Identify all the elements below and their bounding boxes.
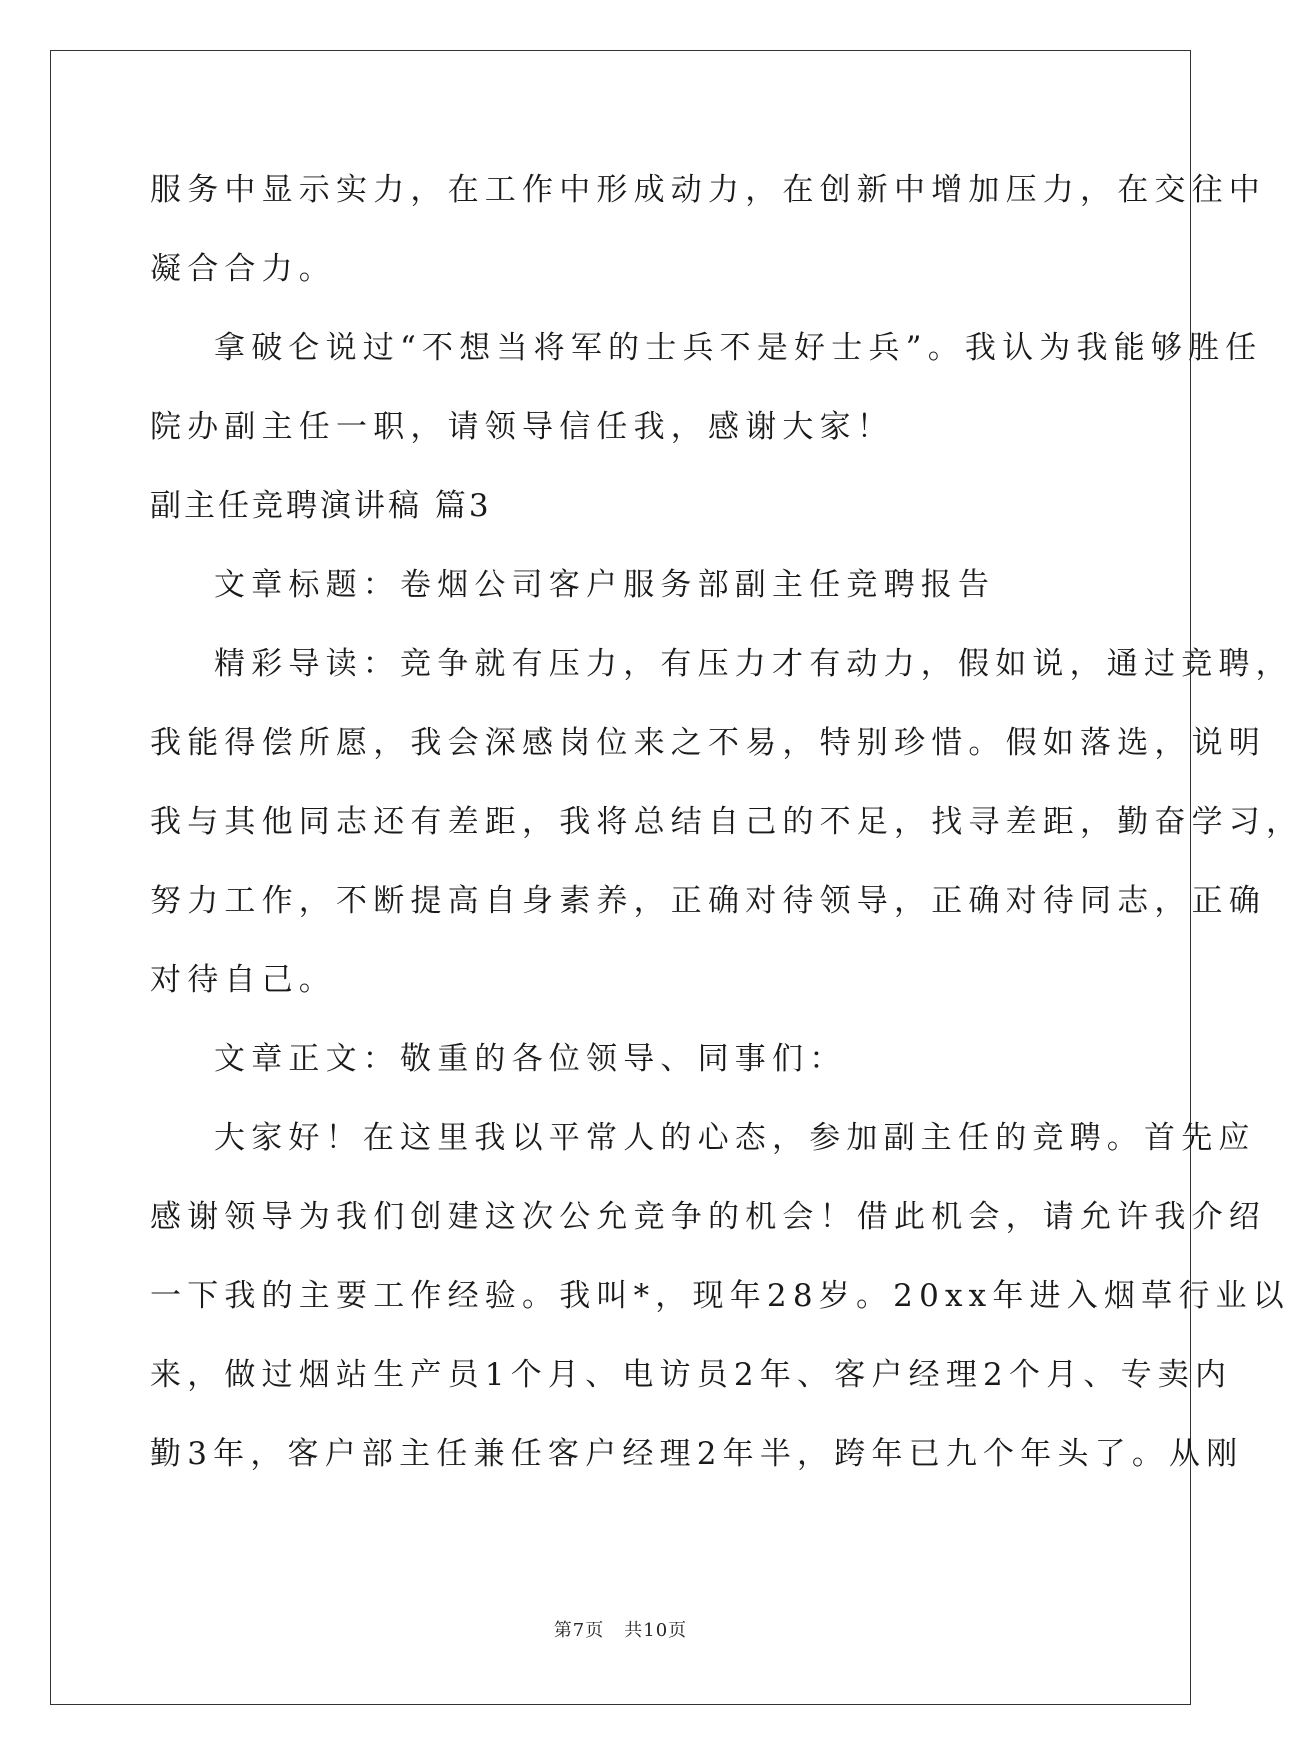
text-line: 精彩导读：竞争就有压力，有压力才有动力，假如说，通过竞聘， bbox=[214, 646, 1293, 682]
page-total: 共10页 bbox=[624, 1620, 688, 1641]
text-line: 来，做过烟站生产员1个月、电访员2年、客户经理2个月、专卖内 bbox=[150, 1357, 1233, 1393]
text-line: 我能得偿所愿，我会深感岗位来之不易，特别珍惜。假如落选，说明 bbox=[150, 725, 1266, 761]
text-line: 对待自己。 bbox=[150, 962, 336, 998]
text-line: 凝合合力。 bbox=[150, 251, 336, 287]
page-footer bbox=[0, 1616, 1241, 1642]
article-title-line: 文章标题：卷烟公司客户服务部副主任竞聘报告 bbox=[214, 567, 996, 603]
page-number: 第7页 bbox=[553, 1620, 605, 1641]
text-line: 拿破仑说过“不想当将军的士兵不是好士兵”。我认为我能够胜任 bbox=[214, 330, 1263, 366]
section-heading: 副主任竞聘演讲稿 篇3 bbox=[150, 488, 492, 524]
text-line: 一下我的主要工作经验。我叫*，现年28岁。20xx年进入烟草行业以 bbox=[150, 1278, 1290, 1314]
text-line: 大家好！在这里我以平常人的心态，参加副主任的竞聘。首先应 bbox=[214, 1120, 1256, 1156]
text-line: 文章正文：敬重的各位领导、同事们： bbox=[214, 1041, 847, 1077]
text-line: 努力工作，不断提高自身素养，正确对待领导，正确对待同志，正确 bbox=[150, 883, 1266, 919]
document-body bbox=[150, 160, 1303, 1503]
text-line: 服务中显示实力，在工作中形成动力，在创新中增加压力，在交往中 bbox=[150, 172, 1266, 208]
text-line: 我与其他同志还有差距，我将总结自己的不足，找寻差距，勤奋学习， bbox=[150, 804, 1303, 840]
text-line: 院办副主任一职，请领导信任我，感谢大家！ bbox=[150, 409, 894, 445]
text-line: 勤3年，客户部主任兼任客户经理2年半，跨年已九个年头了。从刚 bbox=[150, 1436, 1244, 1472]
text-line: 感谢领导为我们创建这次公允竞争的机会！借此机会，请允许我介绍 bbox=[150, 1199, 1266, 1235]
